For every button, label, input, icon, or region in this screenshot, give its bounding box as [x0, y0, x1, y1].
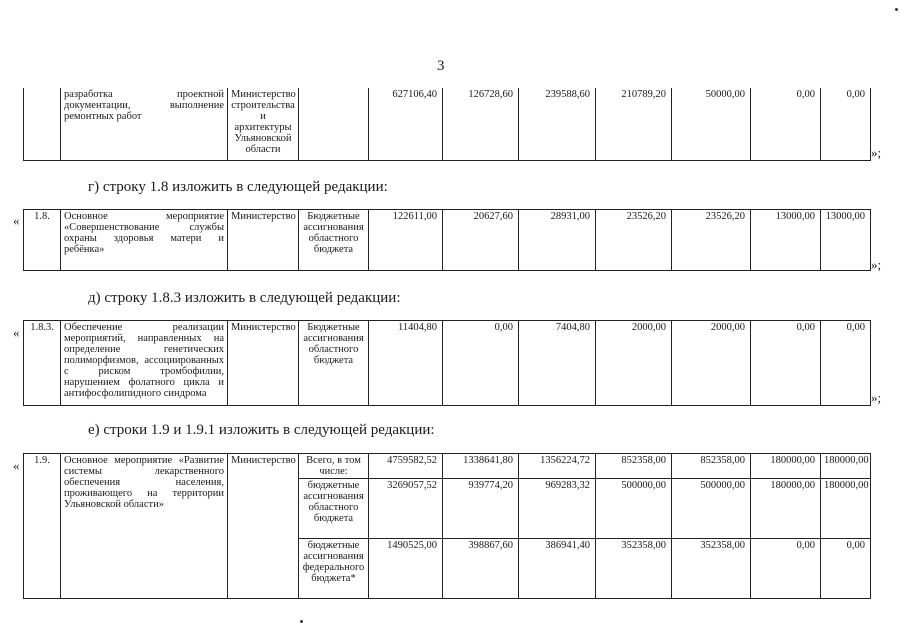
value-total: 627106,40 — [369, 88, 443, 160]
value-year-4: 500000,00 — [672, 479, 751, 539]
executor: Министерство — [228, 321, 299, 406]
value-total: 1490525,00 — [369, 539, 443, 599]
value-year-5: 0,00 — [751, 539, 821, 599]
executor: Министерство строительства и архитектуры Ульяновской области — [228, 88, 299, 160]
scan-speck — [300, 620, 303, 623]
opening-quote: « — [13, 325, 20, 340]
table-row — [24, 210, 871, 271]
value-year-4: 352358,00 — [672, 539, 751, 599]
funding-source: бюджетные ассигнования областного бюджета — [299, 479, 369, 539]
funding-source: Бюджетные ассигнования областного бюджета — [299, 210, 369, 271]
closing-quote: »; — [871, 145, 882, 160]
value-year-1: 1338641,80 — [443, 454, 519, 479]
value-year-5: 180000,00 — [751, 479, 821, 539]
value-year-3: 23526,20 — [596, 210, 672, 271]
value-year-5: 180000,00 — [751, 454, 821, 479]
value-year-3: 210789,20 — [596, 88, 672, 160]
value-total: 11404,80 — [369, 321, 443, 406]
row-number: 1.9. — [24, 454, 61, 599]
row-number: 1.8. — [24, 210, 61, 271]
value-year-2: 239588,60 — [519, 88, 596, 160]
value-year-4: 50000,00 — [672, 88, 751, 160]
instruction-e: е) строки 1.9 и 1.9.1 изложить в следующей редакции: — [88, 422, 435, 438]
value-year-2: 969283,32 — [519, 479, 596, 539]
funding-source: бюджетные ассигнования федерального бюджета* — [299, 539, 369, 599]
funding-source: Бюджетные ассигнования областного бюджета — [299, 321, 369, 406]
value-total: 3269057,52 — [369, 479, 443, 539]
closing-quote: »; — [871, 390, 882, 405]
value-year-3: 500000,00 — [596, 479, 672, 539]
value-total: 4759582,52 — [369, 454, 443, 479]
opening-quote: « — [13, 213, 20, 228]
value-year-4: 2000,00 — [672, 321, 751, 406]
page-number: 3 — [437, 58, 445, 74]
measure-name: разработка проектной документации, выполнение ремонтных работ — [61, 88, 228, 160]
value-year-1: 0,00 — [443, 321, 519, 406]
value-year-5: 0,00 — [751, 88, 821, 160]
value-year-6: 13000,00 — [821, 210, 871, 271]
measure-name: Обеспечение реализации мероприятий, направленных на определение генетических полиморфизмов, ассоциированных с риском тромбофилии, нарушением фолатного цикла и антифосфолипидного синдрома — [61, 321, 228, 406]
value-year-6: 0,00 — [821, 321, 871, 406]
value-year-6: 180000,00 — [821, 479, 871, 539]
table-row-1-9 — [23, 453, 871, 599]
value-year-2: 28931,00 — [519, 210, 596, 271]
value-year-5: 0,00 — [751, 321, 821, 406]
value-year-3: 352358,00 — [596, 539, 672, 599]
value-year-2: 1356224,72 — [519, 454, 596, 479]
value-year-4: 852358,00 — [672, 454, 751, 479]
scan-speck — [895, 8, 898, 11]
value-year-4: 23526,20 — [672, 210, 751, 271]
table-row — [24, 321, 871, 406]
value-year-6: 180000,00 — [821, 454, 871, 479]
value-year-5: 13000,00 — [751, 210, 821, 271]
funding-source: Всего, в том числе: — [299, 454, 369, 479]
value-year-3: 2000,00 — [596, 321, 672, 406]
table-row-1-8 — [23, 209, 871, 271]
closing-quote: »; — [871, 257, 882, 272]
measure-name: Основное мероприятие «Совершенствование службы охраны здоровья матери и ребёнка» — [61, 210, 228, 271]
value-year-6: 0,00 — [821, 88, 871, 160]
executor: Министерство — [228, 210, 299, 271]
table-row-1-8-3 — [23, 320, 871, 406]
table-continuation — [23, 88, 871, 161]
instruction-g: г) строку 1.8 изложить в следующей редакции: — [88, 179, 388, 195]
value-year-6: 0,00 — [821, 539, 871, 599]
funding-source — [299, 88, 369, 160]
value-year-1: 398867,60 — [443, 539, 519, 599]
table-row — [24, 88, 871, 160]
row-number: 1.8.3. — [24, 321, 61, 406]
value-year-2: 386941,40 — [519, 539, 596, 599]
opening-quote: « — [13, 458, 20, 473]
row-number — [24, 88, 61, 160]
value-total: 122611,00 — [369, 210, 443, 271]
executor: Министерство — [228, 454, 299, 599]
value-year-3: 852358,00 — [596, 454, 672, 479]
value-year-1: 939774,20 — [443, 479, 519, 539]
value-year-1: 126728,60 — [443, 88, 519, 160]
value-year-2: 7404,80 — [519, 321, 596, 406]
instruction-d: д) строку 1.8.3 изложить в следующей редакции: — [88, 290, 401, 306]
value-year-1: 20627,60 — [443, 210, 519, 271]
table-row — [24, 454, 871, 479]
measure-name: Основное мероприятие «Развитие системы лекарственного обеспечения населения, проживающего на территории Ульяновской области» — [61, 454, 228, 599]
